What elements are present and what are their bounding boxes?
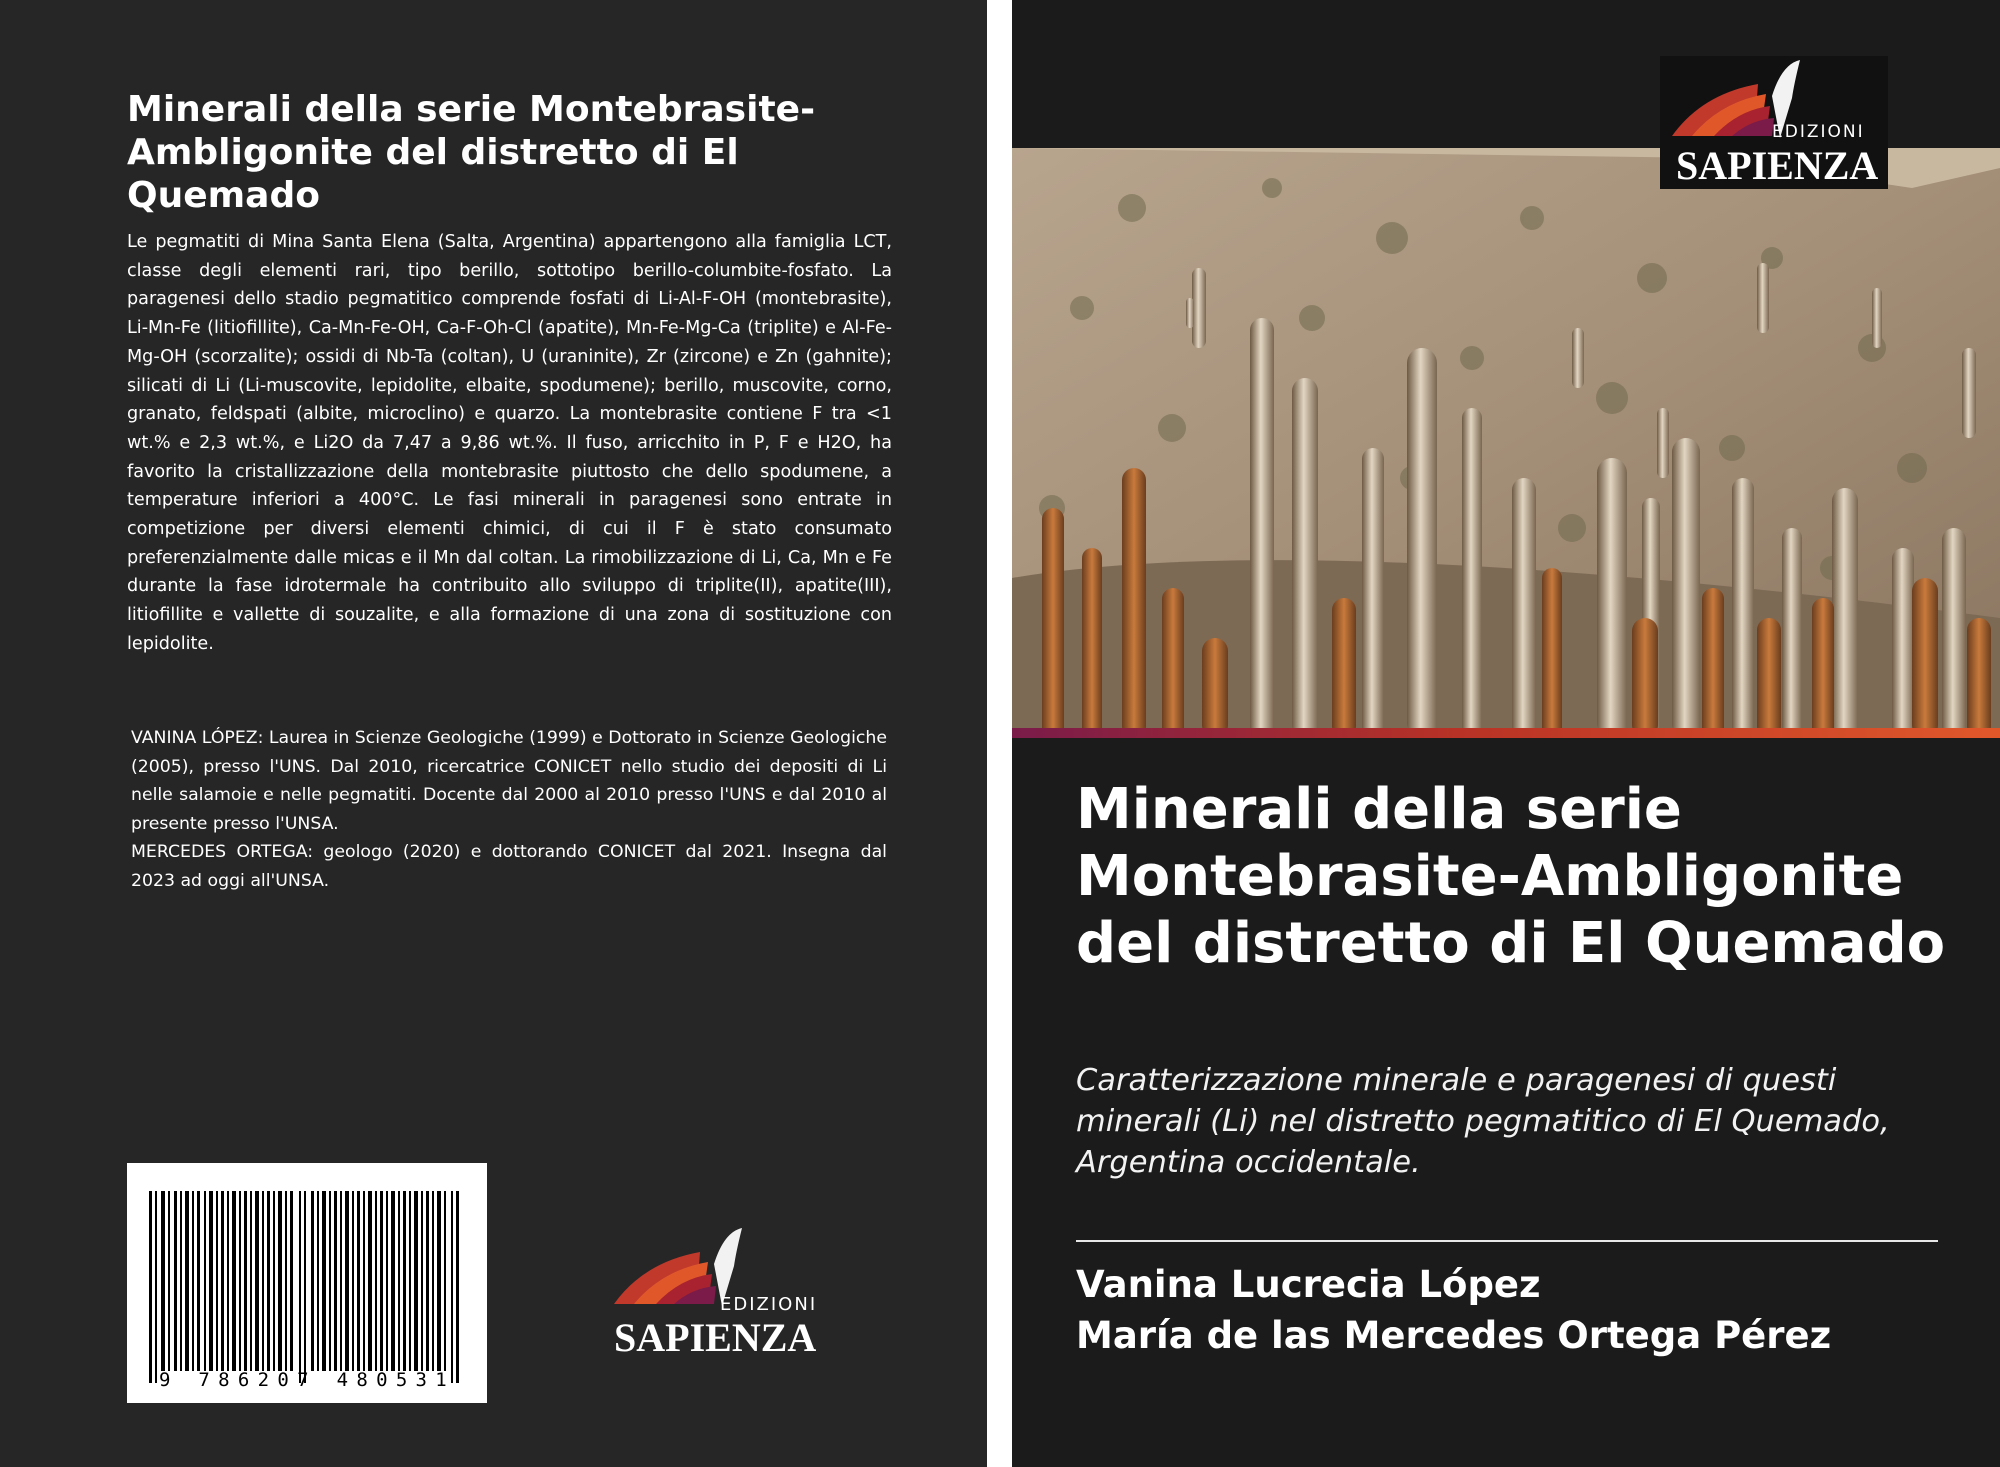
divider bbox=[1076, 1240, 1938, 1242]
imprint-sapienza: SAPIENZA bbox=[1676, 143, 1879, 188]
bio-ortega: MERCEDES ORTEGA: geologo (2020) e dottorando CONICET dal 2021. Insegna dal 2023 ad oggi all'UNSA. bbox=[131, 842, 887, 891]
front-cover-title: Minerali della serie Montebrasite-Ambligonite del distretto di El Quemado bbox=[1076, 777, 1946, 976]
front-cover-subtitle: Caratterizzazione minerale e paragenesi di questi minerali (Li) nel distretto pegmatitico di El Quemado, Argentina occidentale. bbox=[1076, 1063, 1890, 1180]
publisher-logo-front bbox=[1660, 56, 1888, 189]
bio-lopez: VANINA LÓPEZ: Laurea in Scienze Geologiche (1999) e Dottorato in Scienze Geologiche (2005), presso l'UNS. Dal 2010, ricercatrice CONICET nello studio dei depositi di Li nelle salamoie e nelle pegmatiti. Docente dal 2000 al 2010 presso l'UNS e dal 2010 al presente presso l'UNSA. bbox=[131, 728, 887, 834]
isbn-barcode bbox=[127, 1163, 487, 1403]
author-bios bbox=[131, 724, 887, 896]
back-cover-abstract: Le pegmatiti di Mina Santa Elena (Salta, Argentina) appartengono alla famiglia LCT, classe degli elementi rari, tipo berillo, sottotipo berillo-columbite-fosfato. La paragenesi dello stadio pegmatitico comprende fosfati di Li-Al-F-OH (montebrasite), Li-Mn-Fe (litiofillite), Ca-Mn-Fe-OH, Ca-F-Oh-Cl (apatite), Mn-Fe-Mg-Ca (triplite) e Al-Fe-Mg-OH (scorzalite); ossidi di Nb-Ta (coltan), U (uraninite), Zr (zircone) e Zn (gahnite); silicati di Li (Li-muscovite, lepidolite, elbaite, spodumene); berillo, muscovite, corno, granato, feldspati (albite, microclino) e quarzo. La montebrasite contiene F tra <1 wt.% e 2,3 wt.%, e Li2O da 7,47 a 9,86 wt.%. Il fuso, arricchito in P, F e H2O, ha favorito la cristallizzazione della montebrasite piuttosto che dello spodumene, a temperature inferiori a 400°C. Le fasi minerali in paragenesi sono entrate in competizione per diversi elementi chimici, di cui il F è stato consumato preferenzialmente dalle micas e il Mn dal coltan. La rimobilizzazione di Li, Ca, Mn e Fe durante la fase idrotermale ha contribuito allo sviluppo di triplite(II), apatite(III), litiofillite e vallette di souzalite, e alla formazione di una zona di sostituzione con lepidolite. bbox=[127, 232, 892, 654]
imprint-edizioni: EDIZIONI bbox=[1772, 122, 1865, 142]
isbn-digits: 9 786207 480531 bbox=[158, 1369, 456, 1391]
back-cover-title: Minerali della serie Montebrasite-Ambligonite del distretto di El Quemado bbox=[127, 89, 816, 216]
publisher-logo-back bbox=[604, 1222, 824, 1360]
barcode bbox=[127, 1163, 487, 1403]
spine-gap bbox=[987, 0, 1012, 1467]
author-name: María de las Mercedes Ortega Pérez bbox=[1076, 1314, 1832, 1357]
imprint-sapienza: SAPIENZA bbox=[614, 1315, 817, 1360]
imprint-edizioni: EDIZIONI bbox=[720, 1294, 818, 1315]
cactus-landscape-photo bbox=[1012, 148, 2000, 728]
author-name: Vanina Lucrecia López bbox=[1076, 1263, 1541, 1306]
accent-bar bbox=[1012, 728, 2000, 738]
